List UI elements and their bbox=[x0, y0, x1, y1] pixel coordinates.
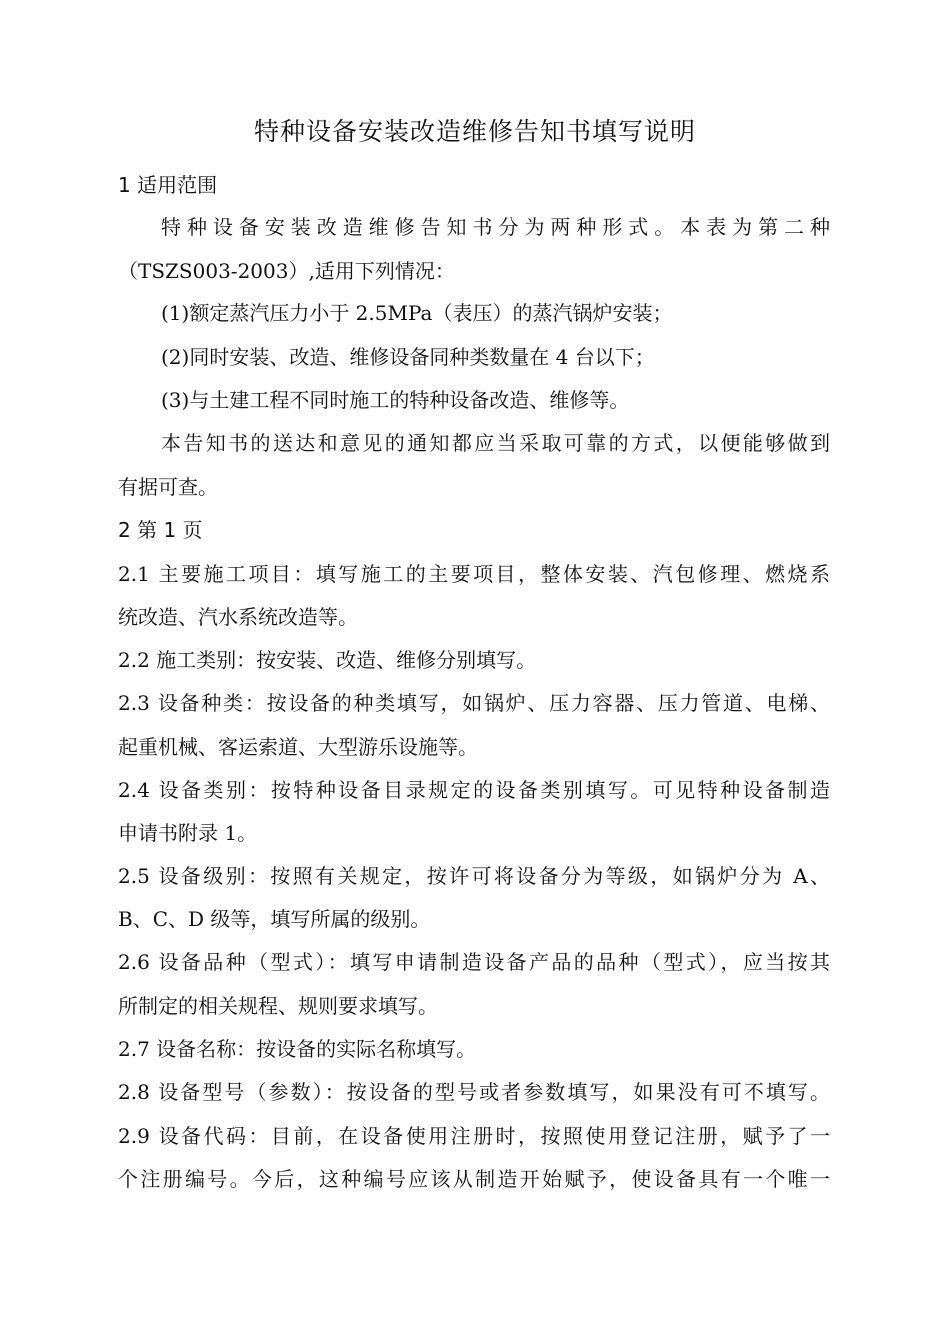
item-2-2-line-1: 2.2 施工类别：按安装、改造、维修分别填写。 bbox=[118, 648, 537, 672]
item-2-6-line-2: 所制定的相关规程、规则要求填写。 bbox=[118, 994, 438, 1018]
item-2-9-line-2: 个注册编号。今后，这种编号应该从制造开始赋予，使设备具有一个唯一 bbox=[118, 1167, 830, 1191]
section-1-item-2: (2)同时安装、改造、维修设备同种类数量在 4 台以下； bbox=[161, 345, 655, 369]
item-2-9-line-1: 2.9 设备代码：目前，在设备使用注册时，按照使用登记注册，赋予了一 bbox=[118, 1124, 830, 1148]
item-2-1-line-1: 2.1 主要施工项目：填写施工的主要项目，整体安装、汽包修理、燃烧系 bbox=[118, 562, 830, 586]
section-1-note-line-1: 本告知书的送达和意见的通知都应当采取可靠的方式，以便能够做到 bbox=[161, 431, 830, 455]
section-1-note-line-2: 有据可查。 bbox=[118, 475, 218, 499]
item-2-5-line-1: 2.5 设备级别：按照有关规定，按许可将设备分为等级，如锅炉分为 A、 bbox=[118, 864, 830, 888]
section-1-item-3: (3)与土建工程不同时施工的特种设备改造、维修等。 bbox=[161, 388, 630, 412]
item-2-4-line-2: 申请书附录 1。 bbox=[118, 821, 258, 845]
item-2-8-line-1: 2.8 设备型号（参数）：按设备的型号或者参数填写，如果没有可不填写。 bbox=[118, 1080, 830, 1104]
item-2-5-line-2: B、C、D 级等，填写所属的级别。 bbox=[118, 907, 431, 931]
section-2-heading: 2 第 1 页 bbox=[118, 518, 203, 542]
section-1-intro-line-2: （TSZS003-2003）,适用下列情况： bbox=[118, 259, 455, 283]
item-2-3-line-2: 起重机械、客运索道、大型游乐设施等。 bbox=[118, 735, 478, 759]
section-1-heading: 1 适用范围 bbox=[118, 173, 218, 197]
item-2-1-line-2: 统改造、汽水系统改造等。 bbox=[118, 605, 358, 629]
item-2-6-line-1: 2.6 设备品种（型式）：填写申请制造设备产品的品种（型式），应当按其 bbox=[118, 950, 830, 974]
item-2-4-line-1: 2.4 设备类别：按特种设备目录规定的设备类别填写。可见特种设备制造 bbox=[118, 778, 830, 802]
section-1-intro-line-1: 特种设备安装改造维修告知书分为两种形式。本表为第二种 bbox=[161, 215, 830, 239]
item-2-7-line-1: 2.7 设备名称：按设备的实际名称填写。 bbox=[118, 1037, 477, 1061]
document-title: 特种设备安装改造维修告知书填写说明 bbox=[253, 117, 696, 146]
item-2-3-line-1: 2.3 设备种类：按设备的种类填写，如锅炉、压力容器、压力管道、电梯、 bbox=[118, 691, 830, 715]
section-1-item-1: (1)额定蒸汽压力小于 2.5MPa（表压）的蒸汽锅炉安装； bbox=[161, 301, 673, 325]
